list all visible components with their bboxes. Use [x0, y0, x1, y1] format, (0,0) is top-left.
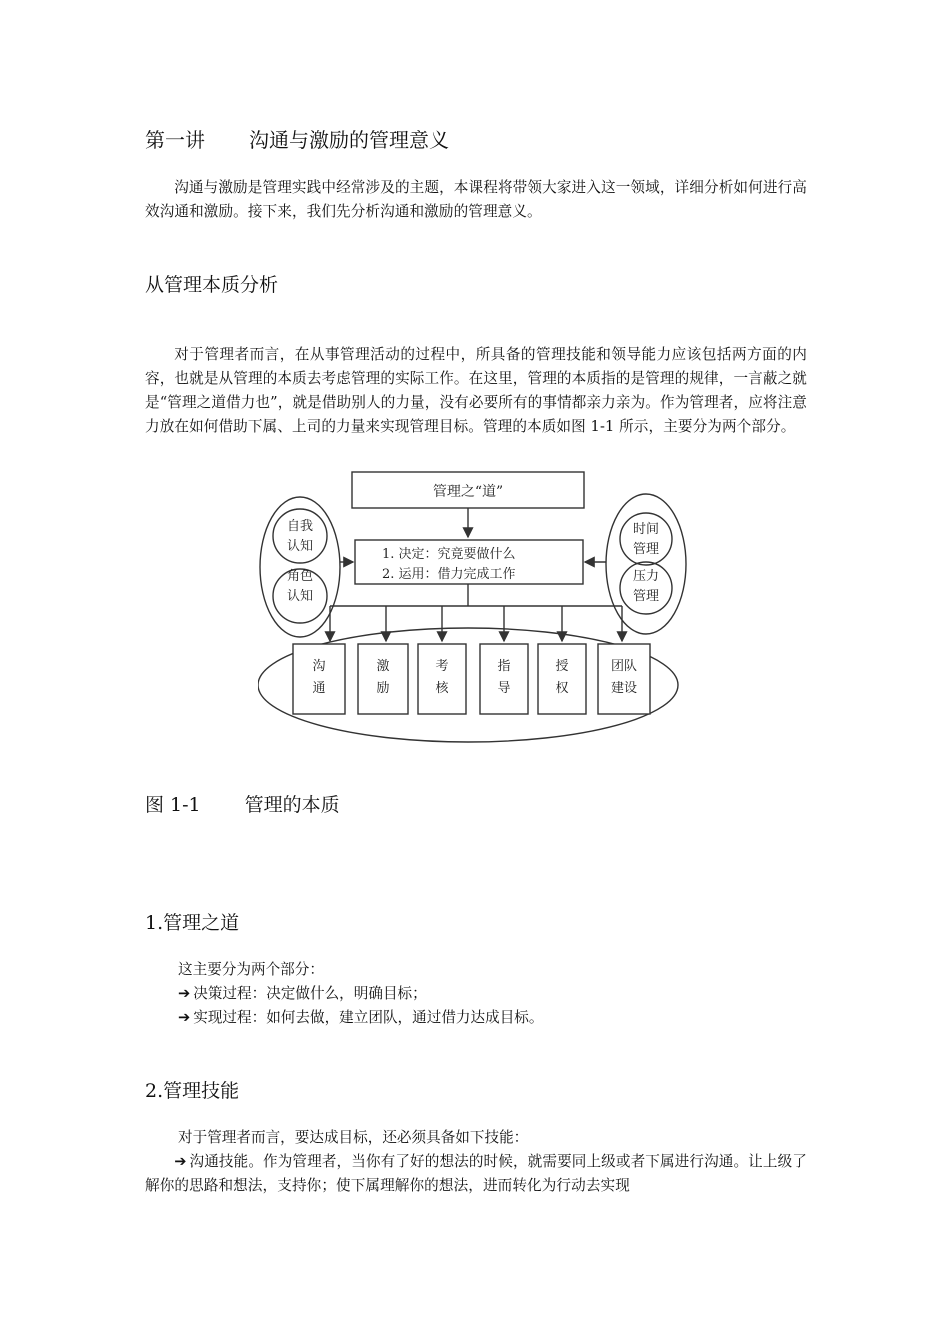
- dao-lead: 这主要分为两个部分：: [178, 961, 324, 978]
- essence-paragraph: 对于管理者而言，在从事管理活动的过程中，所具备的管理技能和领导能力应该包括两方面的内容，也就是从管理的本质去考虑管理的实际工作。在这里，管理的本质指的是管理的规律，一言蔽之就是“管理之道借力也”，就是借助别人的力量，没有必要所有的事情都亲力亲为。作为管理者，应将注意力放在如何借助下属、上司的力量来实现管理目标。管理的本质如图 1-1 所示，主要分为两个部分。: [145, 346, 807, 435]
- stress-management-line-2: 管理: [632, 589, 660, 604]
- skill-box-assessment: [418, 606, 466, 714]
- skills-item-text: 沟通技能。作为管理者，当你有了好的想法的时候，就需要同上级或者下属进行沟通。让上级了解你的思路和想法，支持你；使下属理解你的想法，进而转化为行动去实现: [145, 1153, 807, 1194]
- list-item: [178, 982, 544, 1006]
- skill-box-line: 权: [555, 681, 569, 696]
- self-awareness-line-2: 认知: [286, 539, 314, 554]
- skill-box-motivation: [358, 606, 408, 714]
- time-management-line-1: 时间: [632, 522, 660, 537]
- list-item-text: 决策过程：决定做什么，明确目标；: [193, 985, 427, 1002]
- skills-lead: 对于管理者而言，要达成目标，还必须具备如下技能：: [178, 1129, 529, 1146]
- intro-paragraph: 沟通与激励是管理实践中经常涉及的主题，本课程将带领大家进入这一领域，详细分析如何进行高效沟通和激励。接下来，我们先分析沟通和激励的管理意义。: [145, 179, 807, 220]
- skill-box-line: 沟: [312, 659, 326, 674]
- self-awareness-circle: [273, 509, 327, 563]
- diagram-svg: [258, 470, 688, 750]
- section-heading-skills: 2.管理技能: [145, 1080, 240, 1102]
- skill-box-line: 团队: [610, 659, 638, 674]
- arrow-icon: ➔: [174, 1153, 187, 1170]
- stress-management-line-1: 压力: [632, 569, 660, 584]
- figure-number: 图 1-1: [145, 794, 201, 816]
- management-essence-diagram: [258, 470, 688, 754]
- role-awareness-line-2: 认知: [286, 589, 314, 604]
- skill-box-line: 授: [555, 659, 569, 674]
- skill-box-line: 考: [435, 659, 449, 674]
- skill-box-line: 激: [376, 659, 390, 674]
- lecture-title: 沟通与激励的管理意义: [249, 128, 449, 152]
- list-item-text: 实现过程：如何去做，建立团队，通过借力达成目标。: [193, 1009, 544, 1026]
- skill-box-line: 核: [435, 681, 449, 696]
- skill-box-coaching: [480, 606, 528, 714]
- skill-box-line: 建设: [610, 681, 638, 696]
- core-line-1: 1. 决定：究竟要做什么: [382, 547, 516, 562]
- figure-title: 管理的本质: [244, 794, 340, 816]
- dao-list: [178, 958, 544, 1030]
- skill-box-communication: [293, 606, 345, 714]
- section-heading-dao: 1.管理之道: [145, 912, 240, 934]
- management-group-ellipse: [606, 494, 686, 634]
- time-management-line-2: 管理: [632, 542, 660, 557]
- skill-box-line: 通: [312, 681, 326, 696]
- skill-box-line: 励: [376, 681, 390, 696]
- skill-box-line: 导: [497, 681, 511, 696]
- role-awareness-line-1: 角色: [286, 569, 314, 584]
- lecture-number: 第一讲: [145, 128, 205, 152]
- self-awareness-line-1: 自我: [286, 519, 314, 534]
- figure-caption: [145, 790, 340, 817]
- self-group-ellipse: [260, 497, 340, 637]
- skill-box-line: 指: [497, 659, 511, 674]
- dao-box-label: 管理之“道”: [432, 484, 504, 500]
- skills-item: [145, 1150, 807, 1198]
- arrow-icon: ➔: [178, 1009, 191, 1026]
- time-management-circle: [620, 513, 672, 565]
- skill-box-delegation: [538, 606, 586, 714]
- section-heading-essence: 从管理本质分析: [145, 274, 279, 296]
- lecture-heading: [145, 124, 449, 153]
- arrow-icon: ➔: [178, 985, 191, 1002]
- list-item: [178, 1006, 544, 1030]
- core-line-2: 2. 运用：借力完成工作: [382, 567, 516, 582]
